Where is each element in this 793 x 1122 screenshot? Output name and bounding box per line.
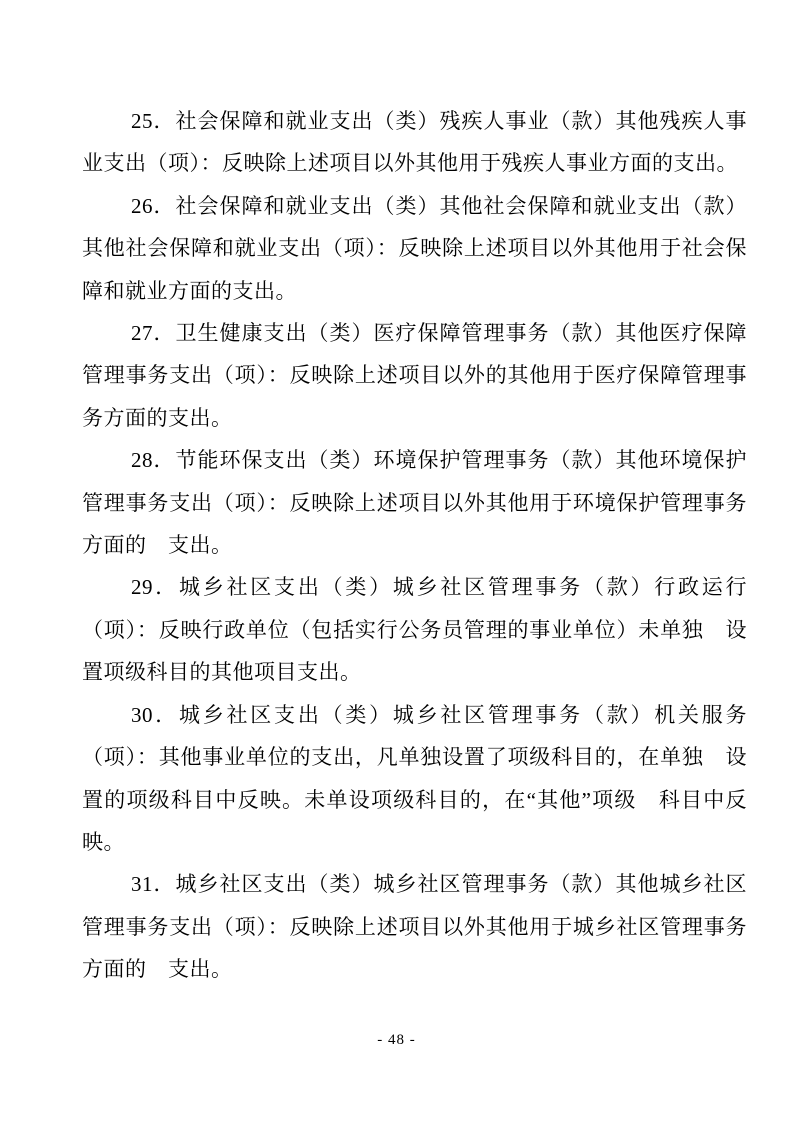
paragraph-item-26: 26．社会保障和就业支出（类）其他社会保障和就业支出（款）其他社会保障和就业支出（项）：反映除上述项目以外其他用于社会保障和就业方面的支出。: [82, 193, 747, 303]
paragraph-item-30: 30．城乡社区支出（类）城乡社区管理事务（款）机关服务（项）：其他事业单位的支出，凡单独设置了项级科目的，在单独 设置的项级科目中反映。未单设项级科目的，在“其他”项级 科目中反映。: [82, 702, 747, 854]
paragraph-item-25: 25．社会保障和就业支出（类）残疾人事业（款）其他残疾人事业支出（项）：反映除上述项目以外其他用于残疾人事业方面的支出。: [82, 109, 747, 176]
document-body: [82, 100, 747, 991]
paragraph-item-29: 29．城乡社区支出（类）城乡社区管理事务（款）行政运行（项）：反映行政单位（包括实行公务员管理的事业单位）未单独 设置项级科目的其他项目支出。: [82, 575, 747, 685]
paragraph-item-27: 27．卫生健康支出（类）医疗保障管理事务（款）其他医疗保障管理事务支出（项）：反映除上述项目以外的其他用于医疗保障管理事务方面的支出。: [82, 321, 747, 430]
paragraph-item-31: 31．城乡社区支出（类）城乡社区管理事务（款）其他城乡社区管理事务支出（项）：反映除上述项目以外其他用于城乡社区管理事务方面的 支出。: [82, 872, 747, 982]
page-number: - 48 -: [377, 1032, 416, 1048]
paragraph-item-28: 28．节能环保支出（类）环境保护管理事务（款）其他环境保护管理事务支出（项）：反映除上述项目以外其他用于环境保护管理事务方面的 支出。: [82, 448, 747, 558]
